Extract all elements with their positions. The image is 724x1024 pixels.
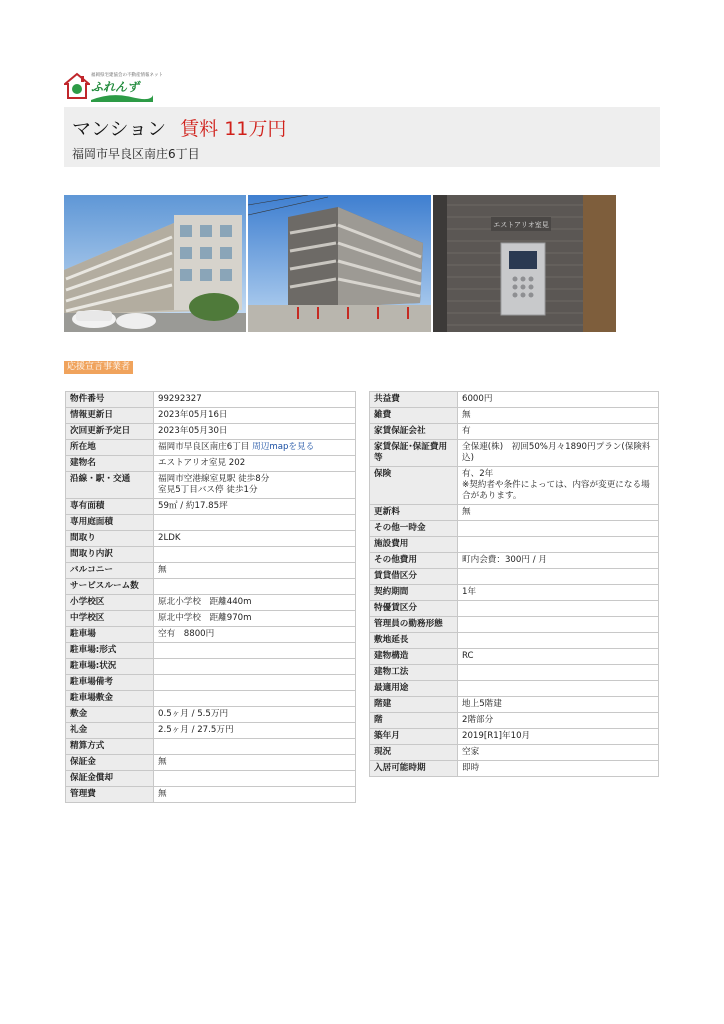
row-label: バルコニー xyxy=(66,563,154,579)
property-address: 福岡市早良区南庄6丁目 xyxy=(72,147,200,161)
row-value xyxy=(154,771,356,787)
row-label: 間取り xyxy=(66,531,154,547)
table-row xyxy=(370,761,659,777)
row-value: 全保連(株) 初回50%月々1890円プラン(保険料込) xyxy=(458,440,659,467)
row-value: 2階部分 xyxy=(458,713,659,729)
row-label: 礼金 xyxy=(66,723,154,739)
building-photo-2[interactable] xyxy=(248,195,431,332)
row-value: エストアリオ室見 202 xyxy=(154,456,356,472)
row-label: 最適用途 xyxy=(370,681,458,697)
table-row xyxy=(370,601,659,617)
table-row xyxy=(66,739,356,755)
row-label: 間取り内訳 xyxy=(66,547,154,563)
row-label: 小学校区 xyxy=(66,595,154,611)
row-label: 中学校区 xyxy=(66,611,154,627)
row-label: 入居可能時期 xyxy=(370,761,458,777)
table-row xyxy=(370,521,659,537)
logo-subtext: 福岡県宅建協会の不動産情報ネット xyxy=(91,73,163,78)
table-row xyxy=(370,649,659,665)
table-row xyxy=(66,547,356,563)
table-row xyxy=(370,665,659,681)
table-row xyxy=(66,787,356,803)
row-value: 原北中学校 距離970m xyxy=(154,611,356,627)
row-value: 0.5ヶ月 / 5.5万円 xyxy=(154,707,356,723)
table-row xyxy=(370,585,659,601)
table-row xyxy=(370,697,659,713)
table-row xyxy=(66,627,356,643)
row-value xyxy=(154,440,356,456)
table-row xyxy=(66,456,356,472)
row-label: 保証金償却 xyxy=(66,771,154,787)
row-value: 2.5ヶ月 / 27.5万円 xyxy=(154,723,356,739)
table-row xyxy=(66,595,356,611)
row-value xyxy=(458,665,659,681)
row-label: 保証金 xyxy=(66,755,154,771)
table-row xyxy=(370,467,659,505)
row-label: 特優賃区分 xyxy=(370,601,458,617)
row-label: 所在地 xyxy=(66,440,154,456)
table-row xyxy=(370,729,659,745)
row-label: 管理費 xyxy=(66,787,154,803)
row-label: 敷地延長 xyxy=(370,633,458,649)
row-value xyxy=(458,601,659,617)
row-value: 町内会費：300円 / 月 xyxy=(458,553,659,569)
row-label: 駐車場:形式 xyxy=(66,643,154,659)
table-row xyxy=(66,424,356,440)
property-spec-table-left xyxy=(65,391,356,803)
table-row xyxy=(370,681,659,697)
row-value: 無 xyxy=(458,505,659,521)
row-label: 精算方式 xyxy=(66,739,154,755)
row-label: 階 xyxy=(370,713,458,729)
building-photo-1[interactable] xyxy=(64,195,246,332)
row-value: 地上5階建 xyxy=(458,697,659,713)
row-label: 駐車場備考 xyxy=(66,675,154,691)
property-spec-table-right xyxy=(369,391,659,777)
table-row xyxy=(370,633,659,649)
logo-swoosh-icon xyxy=(91,92,153,102)
row-value: 無 xyxy=(154,755,356,771)
row-value: 6000円 xyxy=(458,392,659,408)
row-label: 情報更新日 xyxy=(66,408,154,424)
rent-price: 賃料 11万円 xyxy=(180,118,287,140)
row-value: 2019[R1]年10月 xyxy=(458,729,659,745)
row-value xyxy=(458,537,659,553)
row-value: 99292327 xyxy=(154,392,356,408)
site-logo[interactable] xyxy=(64,72,163,102)
table-row xyxy=(370,392,659,408)
table-row xyxy=(370,713,659,729)
row-label: 管理員の勤務形態 xyxy=(370,617,458,633)
row-label: 次回更新予定日 xyxy=(66,424,154,440)
table-row xyxy=(66,408,356,424)
table-row xyxy=(66,723,356,739)
row-value: 59㎡ / 約17.85坪 xyxy=(154,499,356,515)
table-row xyxy=(66,472,356,499)
table-row xyxy=(370,537,659,553)
row-value xyxy=(458,681,659,697)
table-row xyxy=(66,392,356,408)
row-label: 家賃保証･保証費用等 xyxy=(370,440,458,467)
row-value: 即時 xyxy=(458,761,659,777)
row-value: 有 xyxy=(458,424,659,440)
row-label: 賃貸借区分 xyxy=(370,569,458,585)
logo-name: ふれんず xyxy=(91,80,140,94)
row-value xyxy=(458,617,659,633)
row-value xyxy=(154,643,356,659)
table-row xyxy=(66,707,356,723)
table-row xyxy=(370,440,659,467)
table-row xyxy=(66,563,356,579)
table-row xyxy=(370,745,659,761)
row-value: 無 xyxy=(154,563,356,579)
table-row xyxy=(66,611,356,627)
row-value xyxy=(458,569,659,585)
row-value: 2LDK xyxy=(154,531,356,547)
row-value: 有、2年 ※契約者や条件によっては、内容が変更になる場合があります。 xyxy=(458,467,659,505)
row-value: 無 xyxy=(154,787,356,803)
row-value xyxy=(154,739,356,755)
table-row xyxy=(66,659,356,675)
table-row xyxy=(66,531,356,547)
table-row xyxy=(66,755,356,771)
table-row xyxy=(370,505,659,521)
row-label: 建物構造 xyxy=(370,649,458,665)
row-label: その他費用 xyxy=(370,553,458,569)
row-value xyxy=(154,675,356,691)
row-label: 階建 xyxy=(370,697,458,713)
row-value xyxy=(458,633,659,649)
row-label: 物件番号 xyxy=(66,392,154,408)
table-row xyxy=(66,579,356,595)
row-label: 専有面積 xyxy=(66,499,154,515)
table-row xyxy=(370,569,659,585)
row-label: 専用庭面積 xyxy=(66,515,154,531)
map-link[interactable]: 周辺mapを見る xyxy=(252,442,315,452)
row-value xyxy=(458,521,659,537)
row-label: 沿線・駅・交通 xyxy=(66,472,154,499)
house-logo-icon xyxy=(64,72,90,100)
page-title xyxy=(72,114,286,141)
row-label: 家賃保証会社 xyxy=(370,424,458,440)
table-row xyxy=(370,553,659,569)
table-row xyxy=(66,691,356,707)
row-value xyxy=(154,579,356,595)
row-value: RC xyxy=(458,649,659,665)
row-label: 築年月 xyxy=(370,729,458,745)
table-row xyxy=(66,515,356,531)
row-value: 2023年05月30日 xyxy=(154,424,356,440)
row-value: 原北小学校 距離440m xyxy=(154,595,356,611)
row-value: 福岡市空港線室見駅 徒歩8分 室見5丁目バス停 徒歩1分 xyxy=(154,472,356,499)
row-label: 保険 xyxy=(370,467,458,505)
row-label: 雑費 xyxy=(370,408,458,424)
table-row xyxy=(66,643,356,659)
table-row xyxy=(66,499,356,515)
row-label: 現況 xyxy=(370,745,458,761)
row-value xyxy=(154,515,356,531)
row-label: 建物名 xyxy=(66,456,154,472)
entrance-sign-text: エストアリオ室見 xyxy=(493,221,549,229)
row-value: 2023年05月16日 xyxy=(154,408,356,424)
address-value: 福岡市早良区南庄6丁目 xyxy=(158,442,250,452)
row-value xyxy=(154,691,356,707)
row-label: 駐車場 xyxy=(66,627,154,643)
header-box xyxy=(64,107,660,167)
row-label: 駐車場敷金 xyxy=(66,691,154,707)
row-label: 施設費用 xyxy=(370,537,458,553)
row-label: 駐車場:状況 xyxy=(66,659,154,675)
property-type: マンション xyxy=(72,118,167,140)
table-row xyxy=(370,408,659,424)
row-label: 敷金 xyxy=(66,707,154,723)
row-value xyxy=(154,659,356,675)
row-label: 契約期間 xyxy=(370,585,458,601)
row-value: 空家 xyxy=(458,745,659,761)
row-value: 空有 8800円 xyxy=(154,627,356,643)
row-label: サービスルーム数 xyxy=(66,579,154,595)
table-row xyxy=(370,617,659,633)
row-value xyxy=(154,547,356,563)
row-value: 1年 xyxy=(458,585,659,601)
table-row xyxy=(66,675,356,691)
support-badge: 応援宣言事業者 xyxy=(64,361,133,374)
row-label: 共益費 xyxy=(370,392,458,408)
table-row xyxy=(66,440,356,456)
row-label: その他一時金 xyxy=(370,521,458,537)
table-row xyxy=(370,424,659,440)
row-label: 建物工法 xyxy=(370,665,458,681)
row-label: 更新料 xyxy=(370,505,458,521)
entrance-photo[interactable] xyxy=(433,195,616,332)
row-value: 無 xyxy=(458,408,659,424)
table-row xyxy=(66,771,356,787)
